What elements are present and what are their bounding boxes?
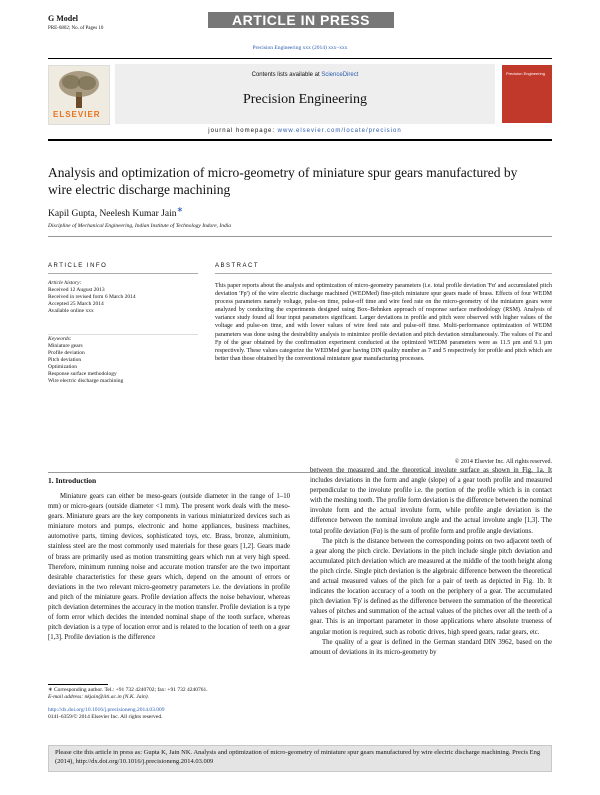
article-history bbox=[48, 280, 198, 315]
authors bbox=[48, 205, 183, 219]
keyword-item: Miniature gears bbox=[48, 343, 83, 349]
journal-cover bbox=[502, 65, 552, 123]
journal-reference[interactable]: Precision Engineering xxx (2014) xxx–xxx bbox=[252, 45, 348, 51]
paragraph: Miniature gears can either be meso-gears (outside diameter in the range of 1–10 mm) or micro-gears (outside diameter <1 mm). The present work deals with the meso-gears. Miniature gears are the key components in various miniaturized devices such as miniature motors and pumps, electronic and home appliances, business machines, automotive parts, timing devices, sophisticated toys, etc. Brass, bronze, aluminium, stainless steel are the most commonly used materials for these gears [1,2]. Gears made of brass are primarily used as motion transmitting gears which run at very high speed. Therefore, minimum running noise and accurate motion transfer are the two important desirable characteristics for these gears which, depend on the amount of errors or deviations in the two relevant micro-geometry parameters i.e. the deviations in profile and pitch of the miniature gears. Profile deviation affects the noise behaviour, whereas pitch deviation determines the accuracy in the motion transfer. Profile deviation is a type of form error which decides the intended nominal shape of the tooth surface, whereas pitch deviation is a type of location error and is related to the location of teeth on a gear [1,3]. Profile deviation is the difference bbox=[48, 493, 290, 642]
paragraph: The pitch is the distance between the corresponding points on two adjacent teeth of a gear along the pitch circle. Deviations in the pitch include single pitch deviation and accumulated pitch deviation which are measured at the middle of the tooth height along the pitch circle. Single pitch deviation is the algebraic difference between the theoretical and actual measured values of the pitch for a pair of teeth as depicted in Fig. 1b. It indicates the location accuracy of a tooth on the periphery of a gear. The accumulated pitch deviation 'Fp' is defined as the difference between the summation of the theoretical values of pitches and summation of the actual values of the pitches over all the teeth of a gear. This is an important parameter in those applications where absolute trueness of angular motion is required, such as robotic drives, high speed gears, radar gears, etc. bbox=[310, 537, 552, 636]
doi-link[interactable]: http://dx.doi.org/10.1016/j.precisioneng.2014.03.009 bbox=[48, 707, 165, 713]
keywords bbox=[48, 336, 198, 385]
title-divider bbox=[48, 236, 552, 237]
history-item: Accepted 25 March 2014 bbox=[48, 301, 104, 307]
keyword-item: Optimization bbox=[48, 364, 78, 370]
abstract-divider bbox=[215, 273, 552, 274]
cover-title: Precision Engineering bbox=[506, 71, 545, 76]
abstract-text: This paper reports about the analysis and optimization of micro-geometry parameters (i.e. total profile deviation 'Fα' and accumulated pitch deviation 'Fp') of the wire electric discharge machined (WEDMed) fine-pitch miniature spur gears made of brass. Effects of four WEDM process parameters namely voltage, pulse-on time, pulse-off time and wire feed rate on the micro-geometry of the miniature gears were analyzed by conducting the experiments designed using Box–Behnken approach of response surface methodology (RSM). Analysis of variance study found all four input parameters significant. Larger deviations in profile and pitch were observed with higher values of the voltage and pulse-on time, and with lower values of wire feed rate and pulse-off time. Multi-performance optimization of WEDM parameters was done using the desirability analysis to minimize profile deviation and pitch deviation simultaneously. The values of Fα and Fp of the gear obtained by the confirmation experiment conducted at the optimized WEDM parameters were as 11.5 μm and 9.1 μm respectively. These values categorize the WEDMed gear having DIN quality number as 7 and 5 respectively for profile and pitch which are better than those obtained by the conventional miniature gear manufacturing processes. bbox=[215, 283, 552, 362]
history-label: Article history: bbox=[48, 280, 82, 286]
article-info-divider bbox=[48, 273, 198, 274]
gmodel-label: G Model bbox=[48, 14, 78, 23]
journal-title: Precision Engineering bbox=[242, 92, 368, 107]
body-column-right bbox=[310, 466, 552, 658]
citation-box: Please cite this article in press as: Gupta K, Jain NK. Analysis and optimization of micro-geometry of miniature spur gears manufactured by wire electric discharge machining. Precis Eng (2014), http://dx.doi.org/10.1016/j.precisioneng.2014.03.009 bbox=[48, 745, 552, 772]
history-item: Received in revised form 6 March 2014 bbox=[48, 294, 136, 300]
article-in-press-banner: ARTICLE IN PRESS bbox=[208, 12, 394, 28]
section-heading-introduction: 1. Introduction bbox=[48, 476, 97, 485]
keyword-item: Response surface methodology bbox=[48, 371, 117, 377]
keyword-item: Profile deviation bbox=[48, 350, 85, 356]
history-item: Received 12 August 2013 bbox=[48, 287, 105, 293]
masthead-divider bbox=[48, 139, 552, 141]
tree-icon bbox=[55, 70, 103, 108]
homepage-link[interactable]: www.elsevier.com/locate/precision bbox=[277, 128, 402, 134]
journal-homepage bbox=[115, 128, 495, 134]
contents-prefix: Contents lists available at bbox=[251, 72, 320, 78]
sciencedirect-link[interactable]: ScienceDirect bbox=[321, 72, 359, 78]
pre-line: PRE-6802; bbox=[48, 26, 71, 31]
contents-line bbox=[115, 72, 495, 78]
corresponding-author: ∗ Corresponding author. Tel.: +91 732 4240702; fax: +91 732 4240761. bbox=[48, 687, 208, 693]
preprint-id bbox=[48, 26, 103, 31]
body-column-left bbox=[48, 492, 290, 643]
affiliation: Discipline of Mechanical Engineering, Indian Institute of Technology Indore, India bbox=[48, 223, 232, 229]
header-divider bbox=[48, 58, 552, 59]
history-item: Available online xxx bbox=[48, 308, 94, 314]
homepage-prefix: journal homepage: bbox=[208, 128, 275, 134]
abstract-heading: ABSTRACT bbox=[215, 263, 260, 269]
keywords-divider bbox=[48, 334, 198, 335]
email-address[interactable]: E-mail address: nkjain@iiti.ac.in (N.K. Jain). bbox=[48, 694, 149, 700]
issn-line: 0141-6359/© 2014 Elsevier Inc. All rights reserved. bbox=[48, 714, 163, 720]
author-names: Kapil Gupta, Neelesh Kumar Jain bbox=[48, 209, 177, 220]
paragraph: The quality of a gear is defined in the German standard DIN 3962, based on the amount of deviations in its micro-geometry by bbox=[310, 638, 552, 656]
article-info-heading: ARTICLE INFO bbox=[48, 263, 108, 269]
article-title: Analysis and optimization of micro-geometry of miniature spur gears manufactured by wire electric discharge machining bbox=[48, 165, 518, 197]
footnote-divider bbox=[48, 684, 108, 685]
keywords-label: Keywords: bbox=[48, 336, 72, 342]
footnotes bbox=[48, 687, 298, 721]
publisher-name: ELSEVIER bbox=[53, 110, 101, 119]
keyword-item: Wire electric discharge machining bbox=[48, 378, 124, 384]
elsevier-logo bbox=[48, 65, 110, 125]
page-count: No. of Pages 10 bbox=[71, 26, 104, 31]
keyword-item: Pitch deviation bbox=[48, 357, 82, 363]
copyright: © 2014 Elsevier Inc. All rights reserved. bbox=[454, 459, 552, 465]
corresponding-mark[interactable]: ∗ bbox=[176, 205, 184, 214]
paragraph: between the measured and the theoretical involute surface as shown in Fig. 1a. It includes deviations in the form and angle (slope) of a gear tooth profile and measured perpendicular to the involute profile i.e. the portion of the profile which is in contact with the meshing tooth. The profile form deviation is the difference between the nominal involute form and the actual involute form, while profile angle deviation is the difference between the nominal involute angle and the actual involute angle [1,3]. The total profile deviation (Fα) is the sum of profile form and profile angle deviations. bbox=[310, 467, 552, 535]
